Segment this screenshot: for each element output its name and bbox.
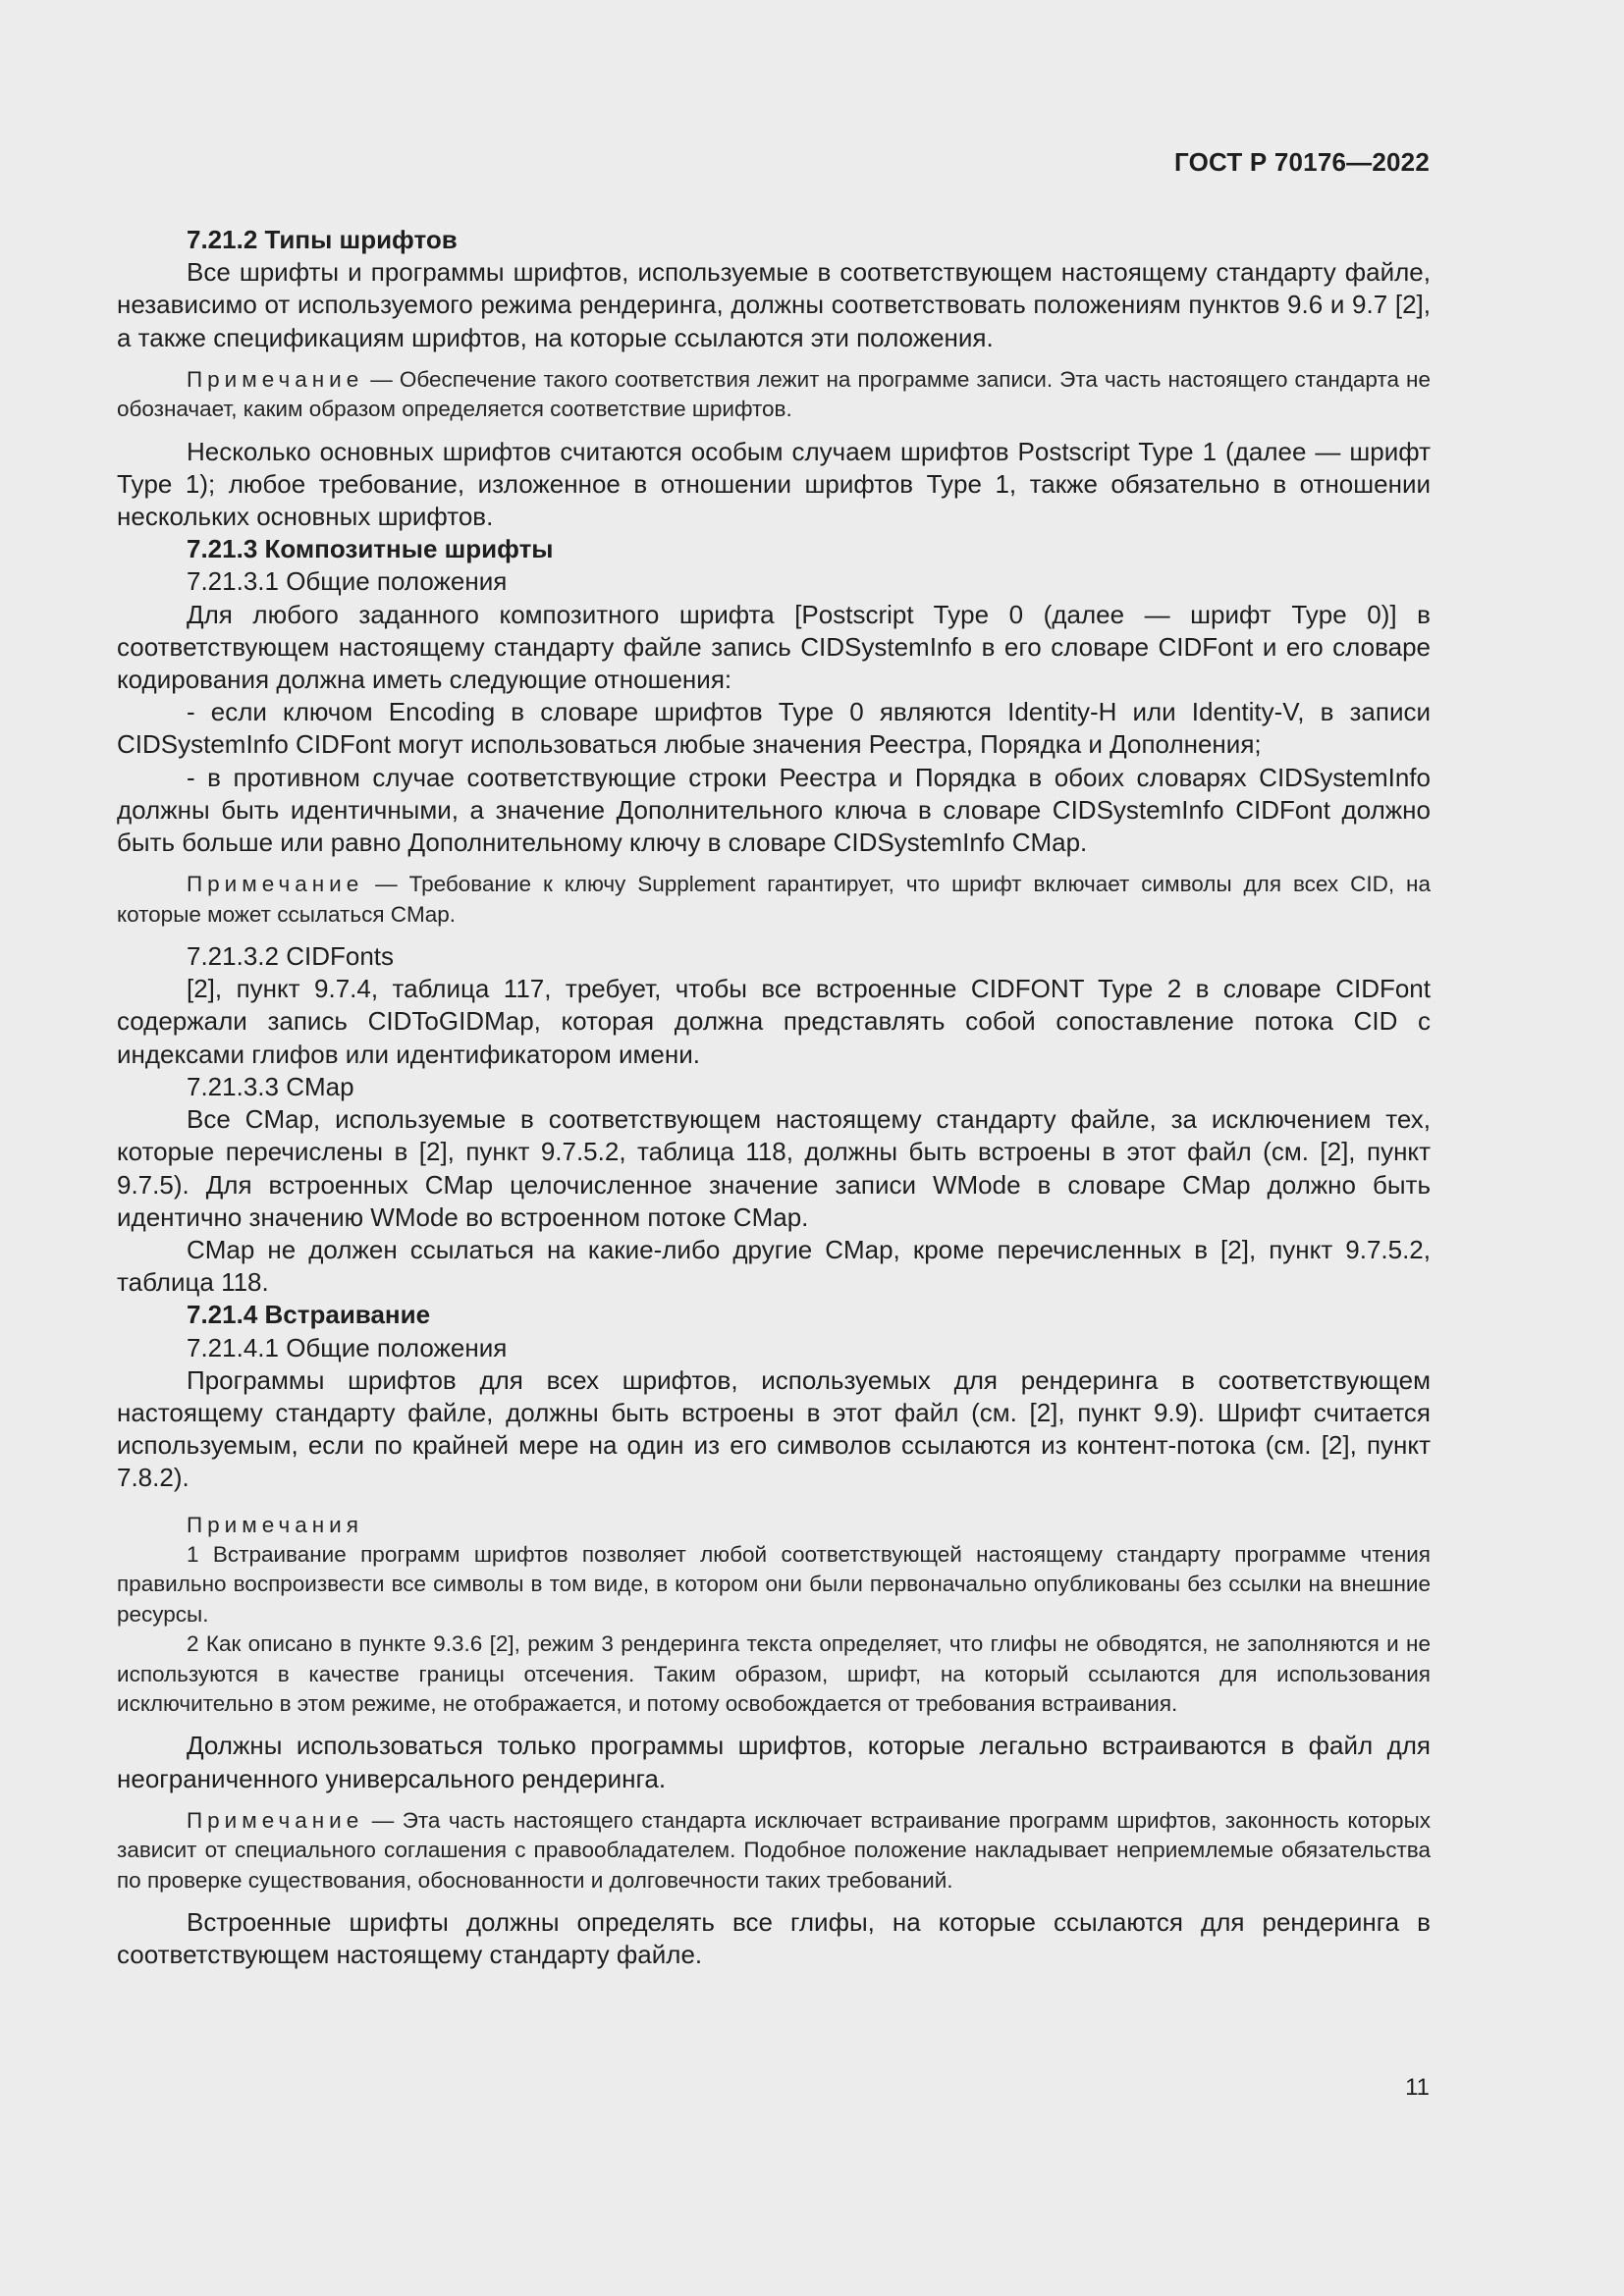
note-1: 1 Встраивание программ шрифтов позволяет любой соответствующей настоящему стандарту программе чтения правильно воспроизвести все символы в том виде, в котором они были первоначально опубликованы без ссылки на внешние ресурсы. [117,1541,1431,1627]
note-text: — Требование к ключу Supplement гарантирует, что шрифт включает символы для всех CID, на которые может ссылаться CMap. [117,872,1431,927]
section-heading-7-21-2: 7.21.2 Типы шрифтов [187,225,458,254]
section-heading-7-21-4: 7.21.4 Встраивание [187,1300,431,1330]
notes-label: Примечания [187,1512,363,1537]
document-body [117,224,1431,1971]
section-heading-7-21-3: 7.21.3 Композитные шрифты [187,534,554,564]
standard-header: ГОСТ Р 70176—2022 [1174,147,1430,177]
paragraph: CMap не должен ссылаться на какие-либо другие CMap, кроме перечисленных в [2], пункт 9.7.5.2, таблица 118. [117,1234,1431,1298]
paragraph: Встроенные шрифты должны определять все глифы, на которые ссылаются для рендеринга в соответствующем настоящему стандарту файле. [117,1907,1431,1970]
subsection-heading-7-21-3-1: 7.21.3.1 Общие положения [187,566,508,597]
subsection-heading-7-21-4-1: 7.21.4.1 Общие положения [187,1332,508,1362]
note-2: 2 Как описано в пункте 9.3.6 [2], режим 3 рендеринга текста определяет, что глифы не обводятся, не заполняются и не используются в качестве границы отсечения. Таким образом, шрифт, на который ссылаются для использования исключительно в этом режиме, не отображается, и потому освобождается от требования встраивания. [117,1631,1431,1716]
page-number: 11 [1405,2074,1430,2101]
note [117,365,1431,425]
list-item: - если ключом Encoding в словаре шрифтов Type 0 являются Identity-H или Identity-V, в записи CIDSystemInfo CIDFont могут использоваться любые значения Реестра, Порядка и Дополнения; [117,697,1431,760]
note [117,870,1431,930]
paragraph: Должны использоваться только программы шрифтов, которые легально встраиваются в файл для неограниченного универсального рендеринга. [117,1731,1431,1793]
list-item: - в противном случае соответствующие строки Реестра и Порядка в обоих словарях CIDSystemInfo должны быть идентичными, а значение Дополнительного ключа в словаре CIDSystemInfo CIDFont должно быть больше или равно Дополнительному ключу в словаре CIDSystemInfo CMap. [117,762,1431,858]
note-label: Примечание [187,872,364,897]
subsection-heading-7-21-3-3: 7.21.3.3 CMap [187,1071,354,1101]
paragraph: Несколько основных шрифтов считаются особым случаем шрифтов Postscript Type 1 (далее — шрифт Type 1); любое требование, изложенное в отношении шрифтов Type 1, также обязательно в отношении нескольких основных шрифтов. [117,436,1431,532]
note [117,1806,1431,1896]
paragraph: Все шрифты и программы шрифтов, используемые в соответствующем настоящему стандарту файле, независимо от используемого режима рендеринга, должны соответствовать положениям пунктов 9.6 и 9.7 [2], а также спецификациям шрифтов, на которые ссылаются эти положения. [117,257,1431,352]
paragraph: Все CMap, используемые в соответствующем настоящему стандарту файле, за исключением тех, которые перечислены в [2], пункт 9.7.5.2, таблица 118, должны быть встроены в этот файл (см. [2], пункт 9.7.5). Для встроенных CMap целочисленное значение записи WMode в словаре CMap должно быть идентично значению WMode во встроенном потоке CMap. [117,1104,1431,1232]
subsection-heading-7-21-3-2: 7.21.3.2 CIDFonts [187,941,394,972]
note-label: Примечание [187,366,364,392]
note-text: — Обеспечение такого соответствия лежит на программе записи. Эта часть настоящего стандарта не обозначает, каким образом определяется соответствие шрифтов. [117,366,1431,422]
note-label: Примечание [187,1807,364,1833]
note-text: — Эта часть настоящего стандарта исключает встраивание программ шрифтов, законность которых зависит от специального соглашения с правообладателем. Подобное положение накладывает неприемлемые обязательства по проверке существования, обоснованности и долговечности таких требований. [117,1807,1431,1893]
paragraph: Программы шрифтов для всех шрифтов, используемых для рендеринга в соответствующем настоящему стандарту файле, должны быть встроены в этот файл (см. [2], пункт 9.9). Шрифт считается используемым, если по крайней мере на один из его символов ссылаются из контент-потока (см. [2], пункт 7.8.2). [117,1364,1431,1493]
paragraph: [2], пункт 9.7.4, таблица 117, требует, чтобы все встроенные CIDFONT Type 2 в словаре CIDFont содержали запись CIDToGIDMap, которая должна представлять собой сопоставление потока CID с индексами глифов или идентификатором имени. [117,974,1431,1069]
paragraph: Для любого заданного композитного шрифта [Postscript Type 0 (далее — шрифт Type 0)] в соответствующем настоящему стандарту файле запись CIDSystemInfo в его словаре CIDFont и его словаре кодирования должна иметь следующие отношения: [117,599,1431,695]
